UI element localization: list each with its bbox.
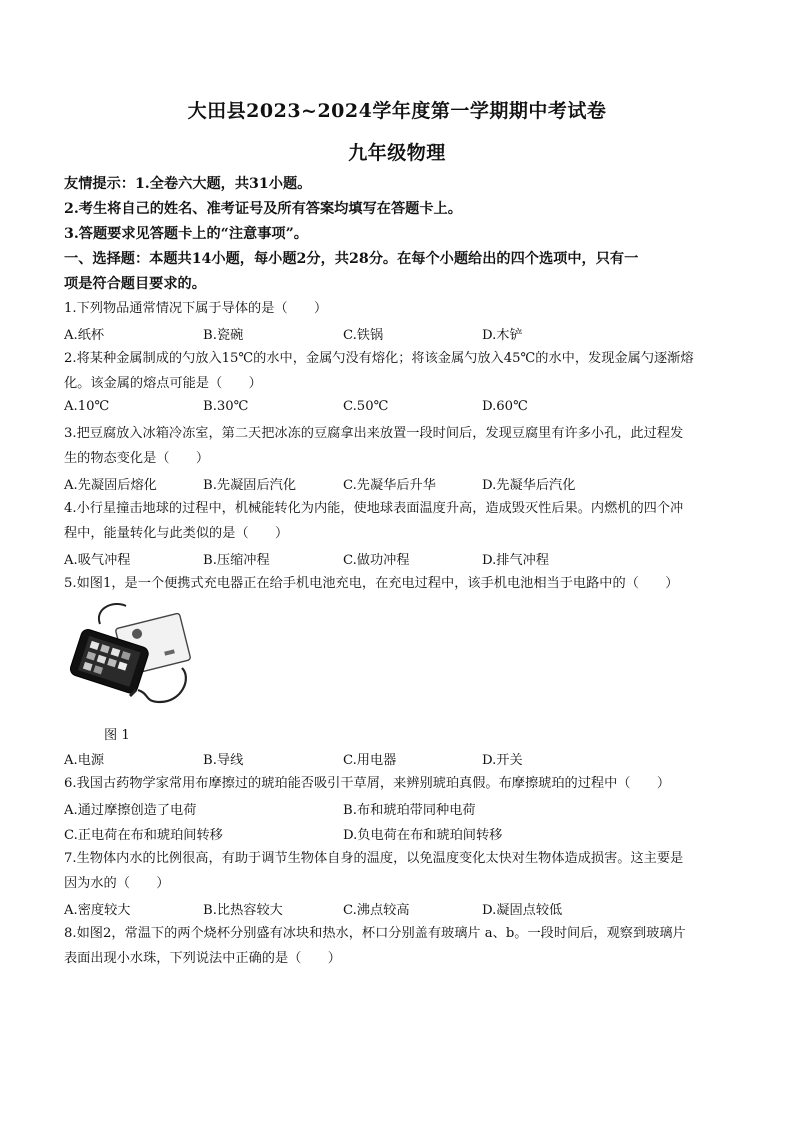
question-2-stem-2: 化。该金属的熔点可能是（ ） [64, 376, 262, 391]
question-2-stem-1: 2.将某种金属制成的勺放入15℃的水中，金属勺没有熔化；将该金属勺放入45℃的水中，发现金属勺逐渐熔 [64, 351, 694, 366]
tip-1: 友情提示：1.全卷六大题，共31小题。 [64, 176, 312, 192]
charger-phone-illustration [64, 598, 194, 718]
question-5-stem: 5.如图1，是一个便携式充电器正在给手机电池充电，在充电过程中，该手机电池相当于电路中的（ ） [64, 576, 679, 591]
exam-title: 大田县2023~2024学年度第一学期期中考试卷 [187, 100, 607, 122]
figure-1-charger-phone [64, 598, 194, 718]
q5-option-a: A.电源 [64, 753, 105, 768]
q7-option-a: A.密度较大 [64, 903, 131, 918]
q3-option-b: B.先凝固后汽化 [203, 478, 297, 493]
q7-option-b: B.比热容较大 [203, 903, 283, 918]
q2-option-a: A.10℃ [64, 399, 110, 414]
question-8-stem-1: 8.如图2，常温下的两个烧杯分别盛有冰块和热水，杯口分别盖有玻璃片 a、b。一段时间后，观察到玻璃片 [64, 926, 686, 941]
question-4-stem-2: 程中，能量转化与此类似的是（ ） [64, 526, 289, 541]
q2-option-c: C.50℃ [343, 399, 389, 414]
figure-1-caption: 图 1 [104, 728, 130, 743]
tip-3: 3.答题要求见答题卡上的“注意事项”。 [64, 226, 308, 242]
q2-option-d: D.60℃ [482, 399, 528, 414]
q3-option-d: D.先凝华后汽化 [482, 478, 576, 493]
q1-option-b: B.瓷碗 [203, 328, 244, 343]
q6-option-b: B.布和琥珀带同种电荷 [343, 803, 476, 818]
q6-option-d: D.负电荷在布和琥珀间转移 [343, 828, 503, 843]
q5-option-b: B.导线 [203, 753, 244, 768]
section-heading-line-1: 一、选择题：本题共14小题，每小题2分，共28分。在每个小题给出的四个选项中，只有一 [64, 251, 639, 267]
q4-option-c: C.做功冲程 [343, 553, 410, 568]
q2-option-b: B.30℃ [203, 399, 249, 414]
q4-option-d: D.排气冲程 [482, 553, 550, 568]
q1-option-c: C.铁锅 [343, 328, 384, 343]
q5-option-c: C.用电器 [343, 753, 397, 768]
question-8-stem-2: 表面出现小水珠，下列说法中正确的是（ ） [64, 951, 341, 966]
question-7-stem-2: 因为水的（ ） [64, 876, 170, 891]
question-4-stem-1: 4.小行星撞击地球的过程中，机械能转化为内能，使地球表面温度升高，造成毁灭性后果。内燃机的四个冲 [64, 501, 684, 516]
q6-option-a: A.通过摩擦创造了电荷 [64, 803, 197, 818]
q1-option-d: D.木铲 [482, 328, 523, 343]
tip-2: 2.考生将自己的姓名、准考证号及所有答案均填写在答题卡上。 [64, 201, 462, 217]
exam-subtitle: 九年级物理 [348, 142, 446, 164]
q6-option-c: C.正电荷在布和琥珀间转移 [64, 828, 223, 843]
q4-option-b: B.压缩冲程 [203, 553, 270, 568]
question-3-stem-2: 生的物态变化是（ ） [64, 451, 210, 466]
q7-option-d: D.凝固点较低 [482, 903, 563, 918]
question-6-stem: 6.我国古药物学家常用布摩擦过的琥珀能否吸引干草屑，来辨别琥珀真假。布摩擦琥珀的过程中（ ） [64, 776, 671, 791]
question-7-stem-1: 7.生物体内水的比例很高，有助于调节生物体自身的温度，以免温度变化太快对生物体造成损害。这主要是 [64, 851, 684, 866]
q3-option-c: C.先凝华后升华 [343, 478, 436, 493]
q5-option-d: D.开关 [482, 753, 523, 768]
q7-option-c: C.沸点较高 [343, 903, 410, 918]
q1-option-a: A.纸杯 [64, 328, 105, 343]
question-3-stem-1: 3.把豆腐放入冰箱冷冻室，第二天把冰冻的豆腐拿出来放置一段时间后，发现豆腐里有许多小孔，此过程发 [64, 426, 684, 441]
q4-option-a: A.吸气冲程 [64, 553, 131, 568]
section-heading-line-2: 项是符合题目要求的。 [64, 276, 206, 292]
question-1-stem: 1.下列物品通常情况下属于导体的是（ ） [64, 301, 328, 316]
q3-option-a: A.先凝固后熔化 [64, 478, 157, 493]
